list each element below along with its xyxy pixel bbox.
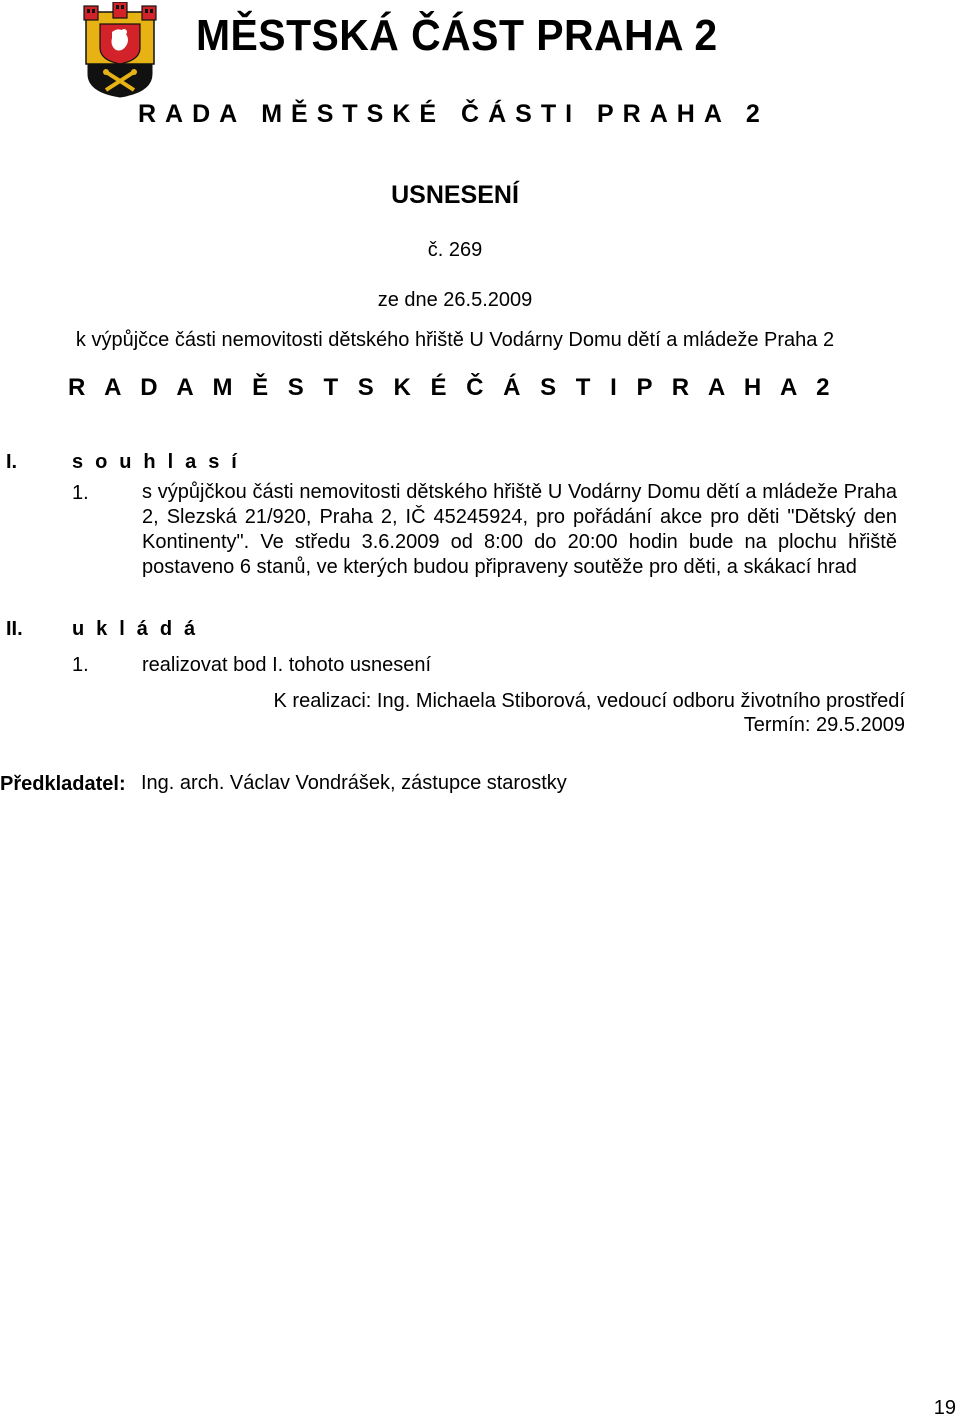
page-number: 19 [933,1397,956,1419]
presenter-label: Předkladatel: [0,773,126,795]
municipality-title: MĚSTSKÁ ČÁST PRAHA 2 [196,11,718,60]
resolution-subject: k výpůjčce části nemovitosti dětského hřiště U Vodárny Domu dětí a mládeže Praha 2 [75,329,835,351]
council-name: R A D A M Ě S T S K É Č Á S T I P R A H A 2 [68,374,836,401]
presenter-name: Ing. arch. Václav Vondrášek, zástupce starostky [141,772,567,794]
section-1-item-paragraph: s výpůjčkou části nemovitosti dětského hřiště U Vodárny Domu dětí a mládeže Praha 2, Slezská 21/920, Praha 2, IČ 45245924, pro pořádání akce pro děti "Dětský den Kontinenty". Ve středu 3.6.2009 od 8:00 do 20:00 hodin bude na plochu hřiště postaveno 6 stanů, ve kterých budou připraveny soutěže pro děti, a skákací hrad [142,481,897,578]
section-2-item-number: 1. [72,654,89,676]
section-2-verb: u k l á d á [72,618,199,640]
section-1-verb: s o u h l a s í [72,451,241,473]
resolution-heading: USNESENÍ [391,181,519,209]
responsible-person: K realizaci: Ing. Michaela Stiborová, vedoucí odboru životního prostředí [273,690,905,712]
resolution-number: č. 269 [427,239,483,261]
section-1-item-number: 1. [72,482,89,504]
section-1-item-text [142,480,897,580]
resolution-date: ze dne 26.5.2009 [377,289,533,311]
council-subtitle: RADA MĚSTSKÉ ČÁSTI PRAHA 2 [138,100,769,128]
deadline: Termín: 29.5.2009 [743,714,905,736]
prague-2-coat-of-arms-icon [82,2,158,98]
section-2-numeral: II. [6,618,23,640]
section-1-numeral: I. [6,451,18,473]
section-2-item-text: realizovat bod I. tohoto usnesení [142,654,432,676]
